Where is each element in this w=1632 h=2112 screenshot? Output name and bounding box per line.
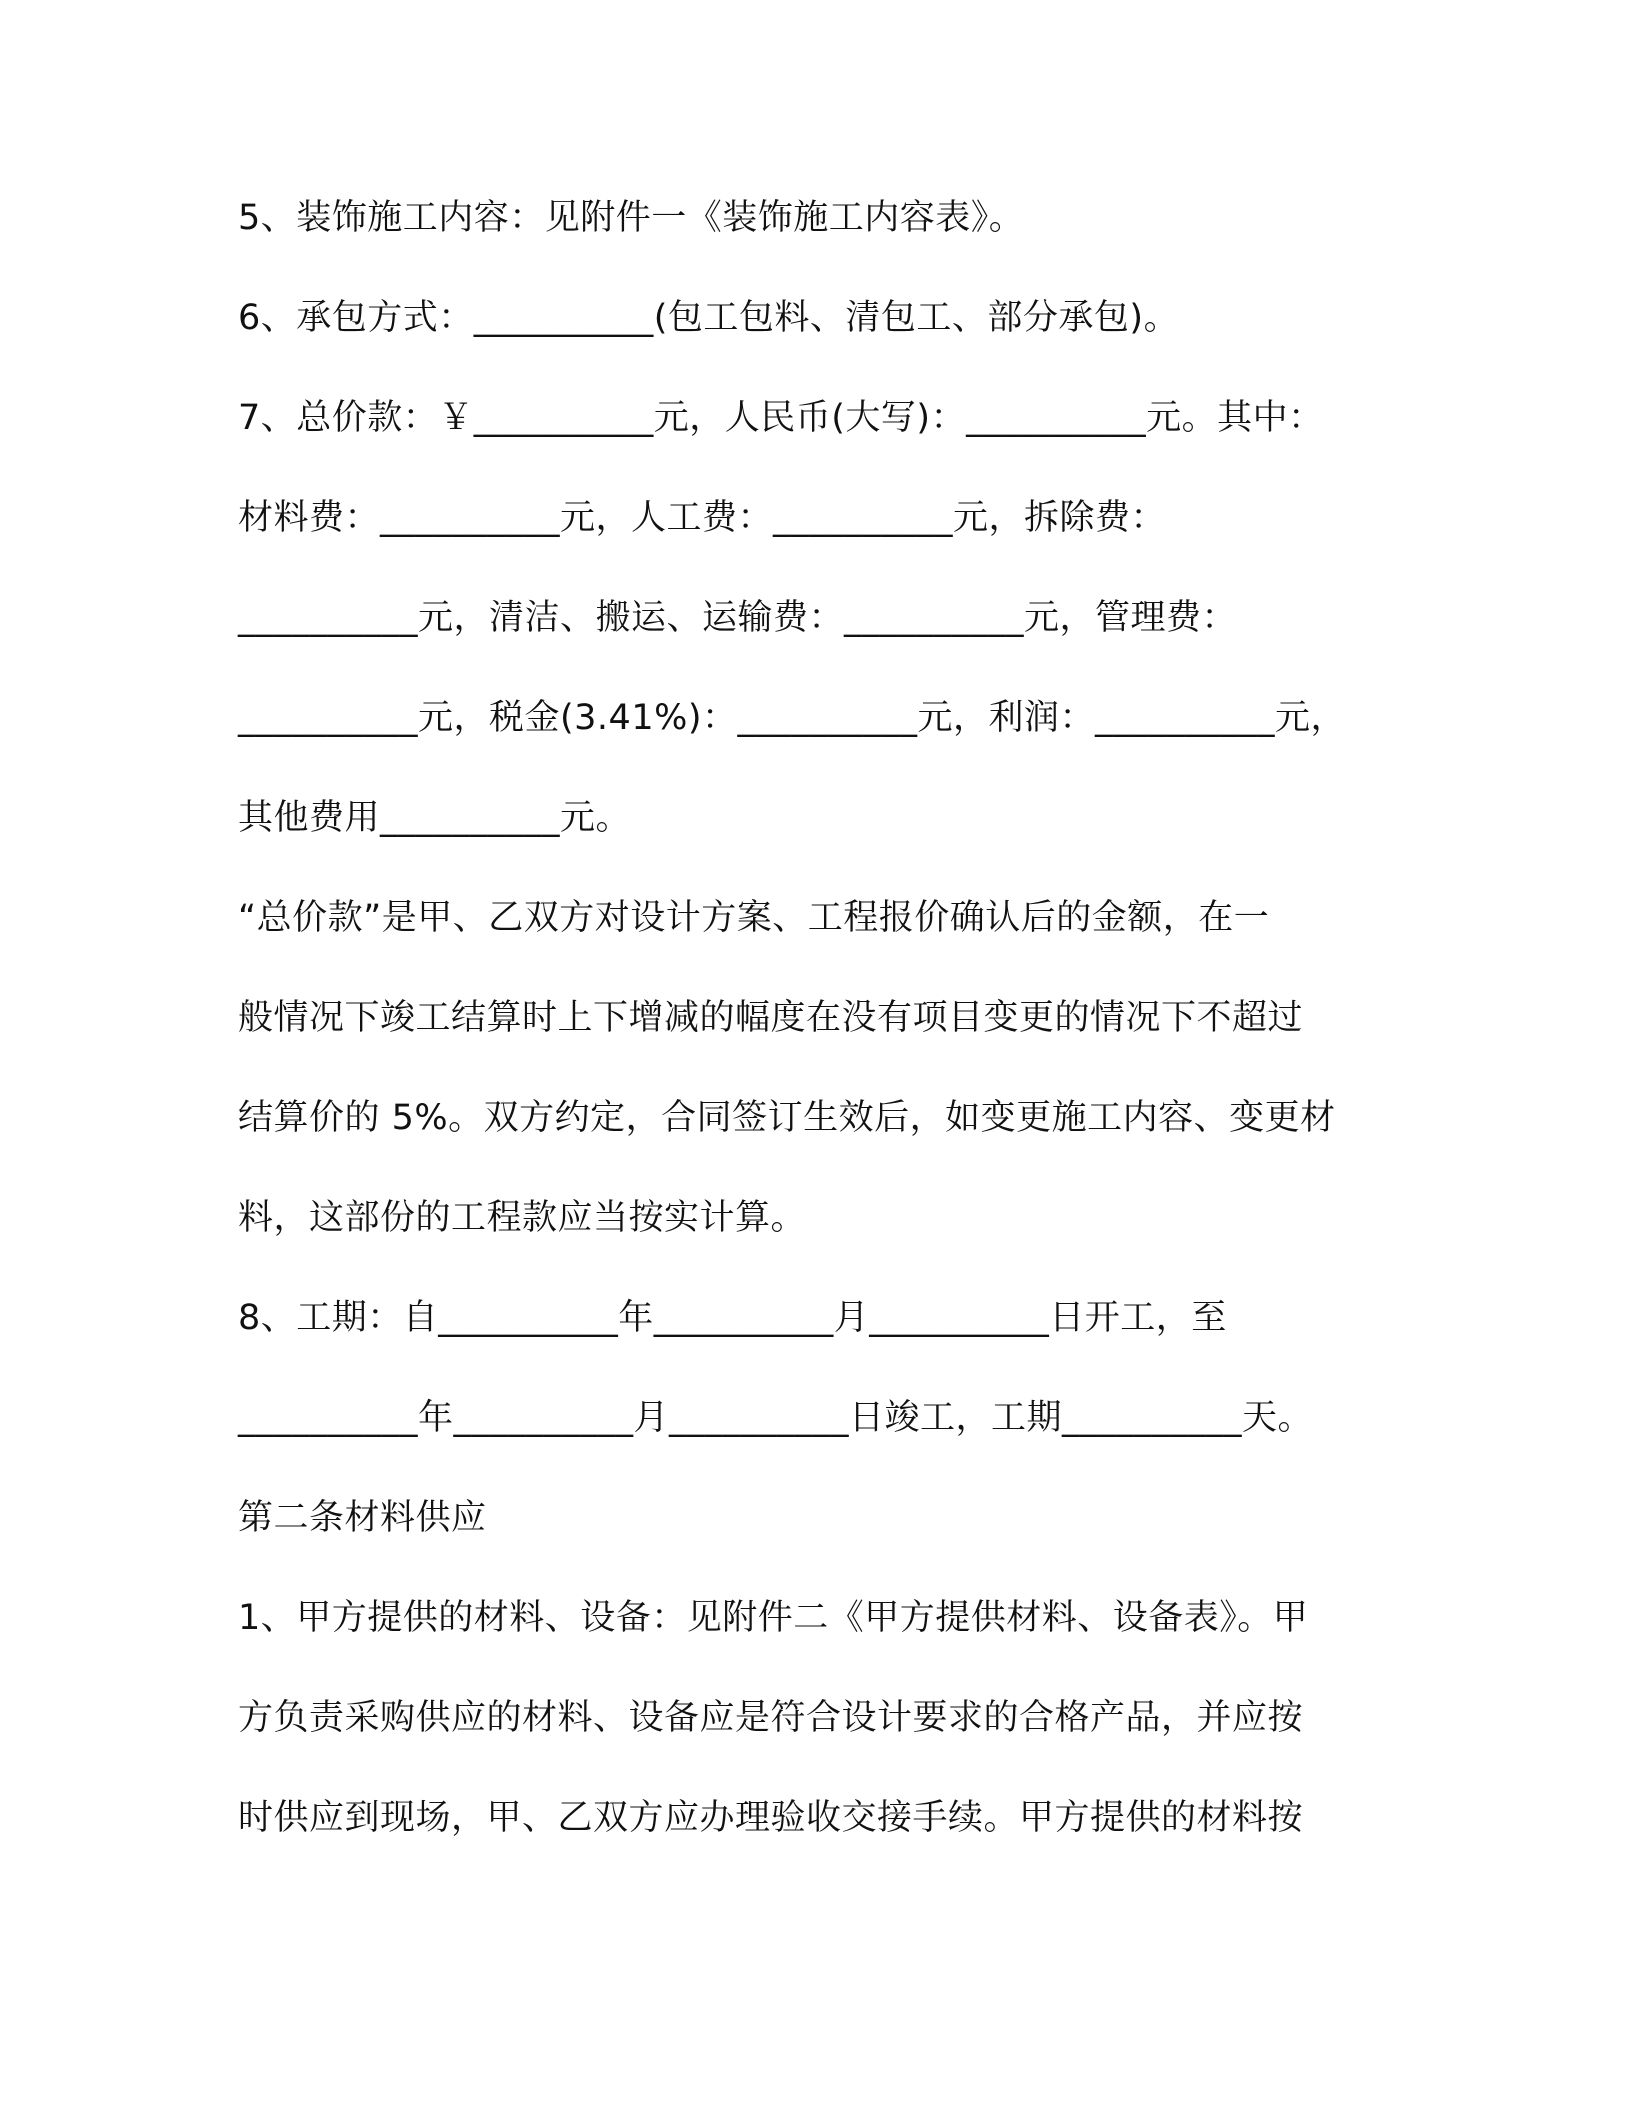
material-supply-line-2: 方负责采购供应的材料、设备应是符合设计要求的合格产品，并应按: [238, 1698, 1304, 1738]
material-supply-line-3: 时供应到现场，甲、乙双方应办理验收交接手续。甲方提供的材料按: [238, 1798, 1304, 1838]
article-2-heading: 第二条材料供应: [238, 1498, 487, 1538]
clause-6-contract-method: 6、承包方式：__________(包工包料、清包工、部分承包)。: [238, 298, 1180, 338]
total-price-note-line-1: “总价款”是甲、乙双方对设计方案、工程报价确认后的金额，在一: [238, 898, 1270, 938]
cost-breakdown-line-2: __________元，清洁、搬运、运输费：__________元，管理费：: [238, 598, 1238, 638]
clause-8-schedule-line-1: 8、工期：自__________年__________月__________日开工，至: [238, 1298, 1227, 1338]
cost-breakdown-line-3: __________元，税金(3.41%)：__________元，利润：__________元，: [238, 698, 1346, 738]
total-price-note-line-3: 结算价的 5%。双方约定，合同签订生效后，如变更施工内容、变更材: [238, 1098, 1336, 1138]
total-price-note-line-2: 般情况下竣工结算时上下增减的幅度在没有项目变更的情况下不超过: [238, 998, 1304, 1038]
total-price-note-line-4: 料，这部份的工程款应当按实计算。: [238, 1198, 807, 1238]
material-supply-line-1: 1、甲方提供的材料、设备：见附件二《甲方提供材料、设备表》。甲: [238, 1598, 1309, 1638]
clause-5-decoration-content: 5、装饰施工内容：见附件一《装饰施工内容表》。: [238, 198, 1025, 238]
clause-7-total-price: 7、总价款：￥__________元，人民币(大写)：__________元。其中：: [238, 398, 1324, 438]
clause-8-schedule-line-2: __________年__________月__________日竣工，工期__________天。: [238, 1398, 1314, 1438]
cost-breakdown-line-1: 材料费：__________元，人工费：__________元，拆除费：: [238, 498, 1167, 538]
cost-breakdown-line-4: 其他费用__________元。: [238, 798, 632, 838]
